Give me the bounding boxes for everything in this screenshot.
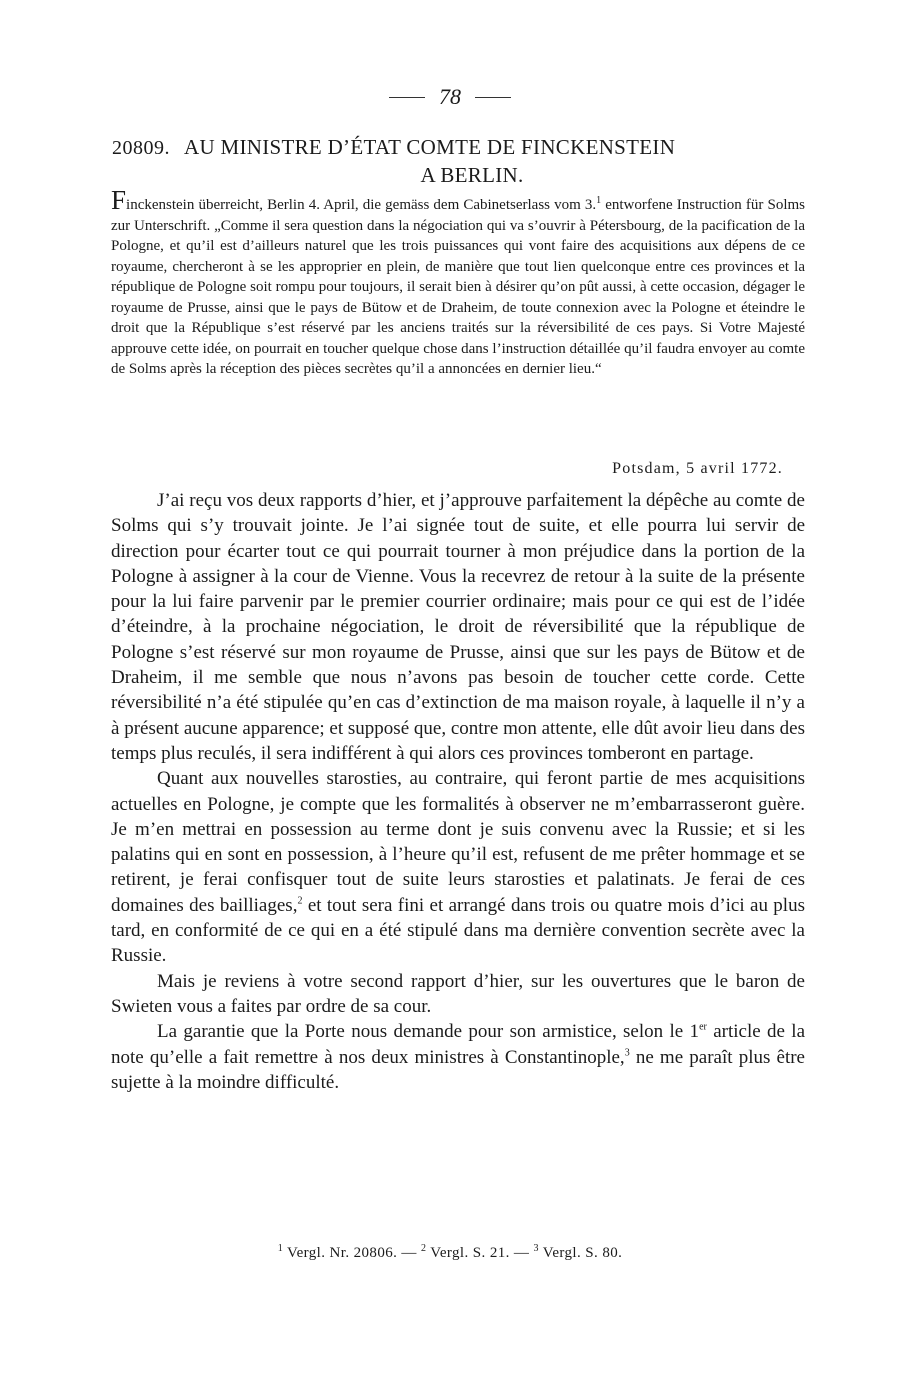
footnotes <box>0 1245 900 1262</box>
document-number: 20809. <box>112 137 170 159</box>
footnote-mark-1: 1 <box>277 1243 284 1254</box>
footnote-1: Vergl. Nr. 20806. — <box>283 1245 421 1261</box>
page-header <box>0 84 900 110</box>
footnote-ref-1: 1 <box>596 195 602 206</box>
body-paragraph-2-text-b: et tout sera fini et arrangé dans trois ou quatre mois d’ici au plus tard, en conformité de ce qui en a été stipulé dans ma dernière convention secrète avec la Russie. <box>111 894 805 967</box>
editorial-summary <box>111 185 805 380</box>
letter-body <box>111 488 805 1095</box>
body-paragraph-2 <box>111 766 805 968</box>
title-line-1 <box>112 134 802 162</box>
footnote-mark-3: 3 <box>533 1243 539 1254</box>
dateline: Potsdam, 5 avril 1772. <box>612 460 783 477</box>
summary-paragraph <box>111 185 805 380</box>
footnote-3: Vergl. S. 80. <box>538 1245 623 1261</box>
header-rule-left <box>389 97 425 98</box>
summary-initial: F <box>111 185 127 215</box>
body-paragraph-1: J’ai reçu vos deux rapports d’hier, et j’approuve parfaitement la dépêche au comte de Solms qui s’y trouvait jointe. Je l’ai signée tout de suite, et elle pourra lui servir de direction pour écarter tout ce qui pourrait tourner à mon préjudice dans la portion de la Pologne à assigner à la cour de Vienne. Vous la recevrez de retour à la suite de la présente pour la lui faire parvenir par le premier courrier ordinaire; mais pour ce qui est de l’idée d’éteindre, à la prochaine négociation, le droit de réversibilité que la république de Pologne s’est réservé sur mon royaume de Prusse, ainsi que sur les pays de Bütow et de Draheim, il me semble que nous n’avons pas besoin de toucher cette corde. Cette réversibilité n’a été stipulée qu’en cas d’extinction de ma maison royale, à laquelle il n’y a à présent aucune apparence; et supposé que, contre mon attente, elle dût avoir lieu dans des temps plus reculés, il sera indifférent à qui alors ces provinces tomberont en partage. <box>111 490 805 764</box>
body-paragraph-2-text-a: Quant aux nouvelles starosties, au contraire, qui feront partie de mes acquisitions actuelles en Pologne, je compte que les formalités à observer ne m’embarrasseront guère. Je m’en mettrai en possession au terme dont je suis convenu avec la Russie; et si les palatins qui en sont en possession, à l’heure qu’il est, refusent de me prêter hommage et se retirent, je ferai confisquer tout de suite leurs starosties et palatinats. Je ferai de ces domaines des bailliages, <box>111 768 805 916</box>
summary-text-1: inckenstein überreicht, Berlin 4. April, die gemäss dem Cabinetserlass vom 3. <box>126 197 597 213</box>
title-line-2: A BERLIN. <box>420 163 524 187</box>
body-paragraph-4-text-a: La garantie que la Porte nous demande pour son armistice, selon le 1 <box>157 1021 700 1043</box>
header-rule-right <box>475 97 511 98</box>
body-paragraph-3: Mais je reviens à votre second rapport d’hier, sur les ouvertures que le baron de Swieten vous a faites par ordre de sa cour. <box>111 970 805 1017</box>
footnote-2: Vergl. S. 21. — <box>426 1245 534 1261</box>
body-paragraph-4 <box>111 1019 805 1095</box>
body-paragraph-4-text-c: ne me paraît plus être sujette à la moindre difficulté. <box>111 1046 805 1093</box>
summary-text-2: entworfene Instruction für Solms zur Unterschrift. „Comme il sera question dans la négociation qui va s’ouvrir à Pétersbourg, de la pacification de la Pologne, et qu’il est d’ailleurs naturel que les trois puissances qui vont faire des acquisitions aux dépens de ce royaume, chercheront à se les approprier en plein, de manière que tout lien quelconque entre ces provinces et la république de Pologne soit rompu pour toujours, il serait bien à désirer qu’on pût aussi, à cette occasion, dégager le royaume de Prusse, ainsi que le pays de Bütow et de Draheim, de toute connexion avec la Pologne et éteindre le droit que la République s’est réservé par les anciens traités sur la réversibilité de ces pays. Si Votre Majesté approuve cette idée, on pourrait en toucher quelque chose dans l’instruction détaillée qu’il faudra envoyer au comte de Solms après la réception des pièces secrètes qu’il a annoncées en dernier lieu.“ <box>111 197 805 377</box>
letter-title <box>112 134 802 189</box>
body-paragraph-4-text-b: article de la note qu’elle a fait remettre à nos deux ministres à Constantinople, <box>111 1021 805 1068</box>
ordinal-superscript: er <box>699 1021 707 1033</box>
title-text-1: AU MINISTRE D’ÉTAT COMTE DE FINCKENSTEIN <box>184 135 676 159</box>
footnote-ref-2: 2 <box>297 895 303 907</box>
footnote-ref-3: 3 <box>624 1047 630 1059</box>
page-number: 78 <box>439 84 461 109</box>
footnote-mark-2: 2 <box>420 1243 427 1254</box>
